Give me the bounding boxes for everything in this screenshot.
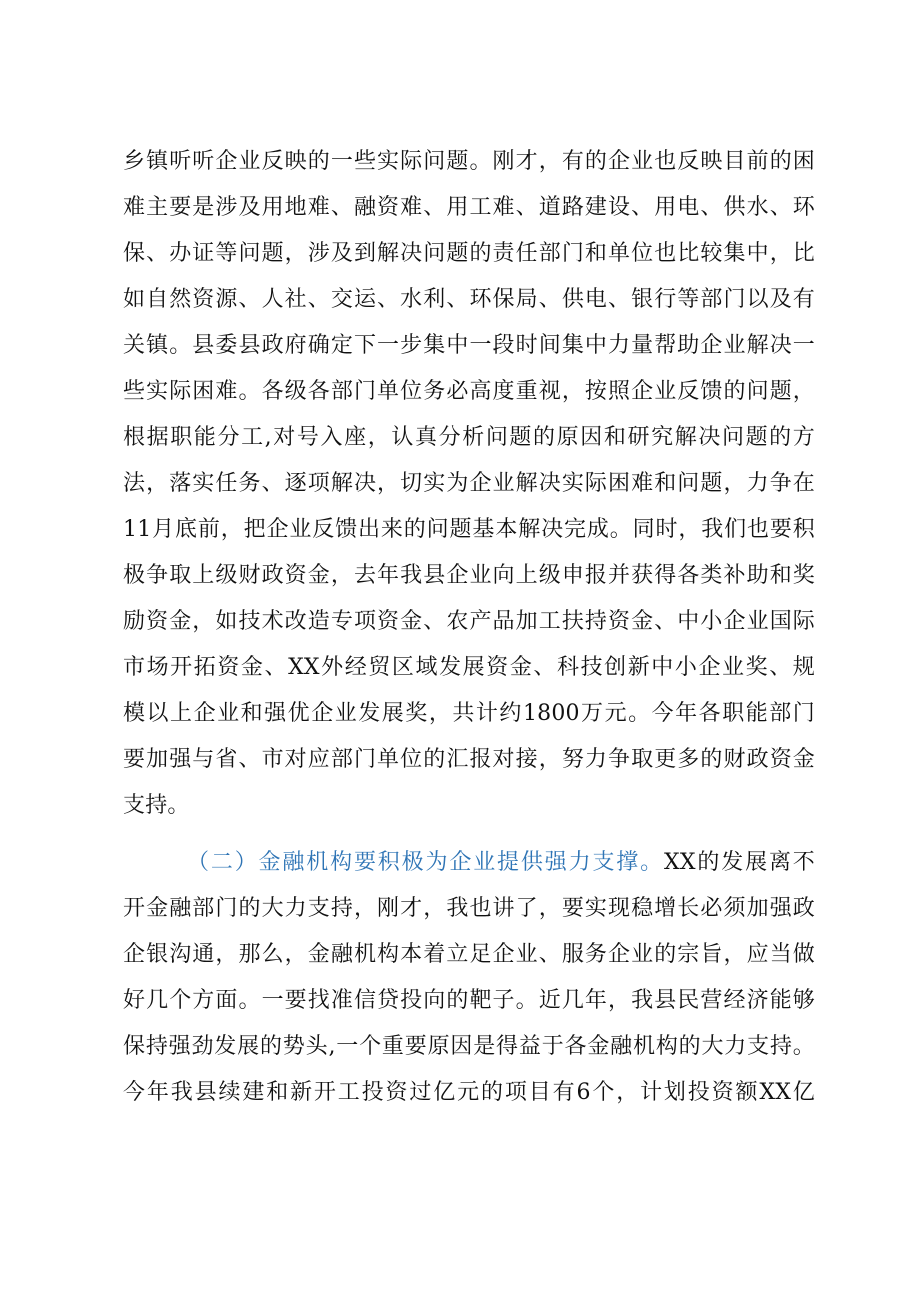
paragraph2-first-line-text: XX的发展离不 — [664, 850, 815, 875]
paragraph2-first-line — [187, 843, 815, 883]
paragraph1-line-14: 要加强与省、市对应部门单位的汇报对接，努力争取更多的财政资金 — [123, 747, 815, 772]
paragraph1-line-1: 乡镇听听企业反映的一些实际问题。刚才，有的企业也反映目前的困 — [123, 149, 815, 174]
paragraph1-line-12: 市场开拓资金、XX外经贸区域发展资金、科技创新中小企业奖、规 — [123, 655, 815, 680]
paragraph2-line-6: 今年我县续建和新开工投资过亿元的项目有6个，计划投资额XX亿 — [123, 1080, 815, 1105]
paragraph1-line-2: 难主要是涉及用地难、融资难、用工难、道路建设、用电、供水、环 — [123, 195, 815, 220]
paragraph1-line-4: 如自然资源、人社、交运、水利、环保局、供电、银行等部门以及有 — [123, 287, 815, 312]
paragraph1-line-7: 根据职能分工,对号入座，认真分析问题的原因和研究解决问题的方 — [123, 425, 815, 450]
paragraph1-line-13: 模以上企业和强优企业发展奖，共计约1800万元。今年各职能部门 — [123, 701, 815, 726]
section-heading: （二）金融机构要积极为企业提供强力支撑。 — [187, 850, 665, 875]
paragraph1-line-8: 法，落实任务、逐项解决，切实为企业解决实际困难和问题，力争在 — [123, 471, 815, 496]
paragraph1-line-15: 支持。 — [123, 793, 190, 818]
paragraph2-line-4: 好几个方面。一要找准信贷投向的靶子。近几年，我县民营经济能够 — [123, 988, 815, 1013]
paragraph1-line-11: 励资金，如技术改造专项资金、农产品加工扶持资金、中小企业国际 — [123, 609, 815, 634]
paragraph1-line-10: 极争取上级财政资金，去年我县企业向上级申报并获得各类补助和奖 — [123, 563, 815, 588]
paragraph1-line-3: 保、办证等问题，涉及到解决问题的责任部门和单位也比较集中，比 — [123, 241, 815, 266]
paragraph2-line-3: 企银沟通，那么，金融机构本着立足企业、服务企业的宗旨，应当做 — [123, 942, 815, 967]
paragraph1-line-5: 关镇。县委县政府确定下一步集中一段时间集中力量帮助企业解决一 — [123, 333, 815, 358]
paragraph2-line-2: 开金融部门的大力支持，刚才，我也讲了，要实现稳增长必须加强政 — [123, 896, 815, 921]
paragraph2-line-5: 保持强劲发展的势头,一个重要原因是得益于各金融机构的大力支持。 — [123, 1034, 815, 1059]
paragraph1-line-6: 些实际困难。各级各部门单位务必高度重视，按照企业反馈的问题， — [123, 379, 815, 404]
paragraph1-line-9: 11月底前，把企业反馈出来的问题基本解决完成。同时，我们也要积 — [123, 517, 815, 542]
